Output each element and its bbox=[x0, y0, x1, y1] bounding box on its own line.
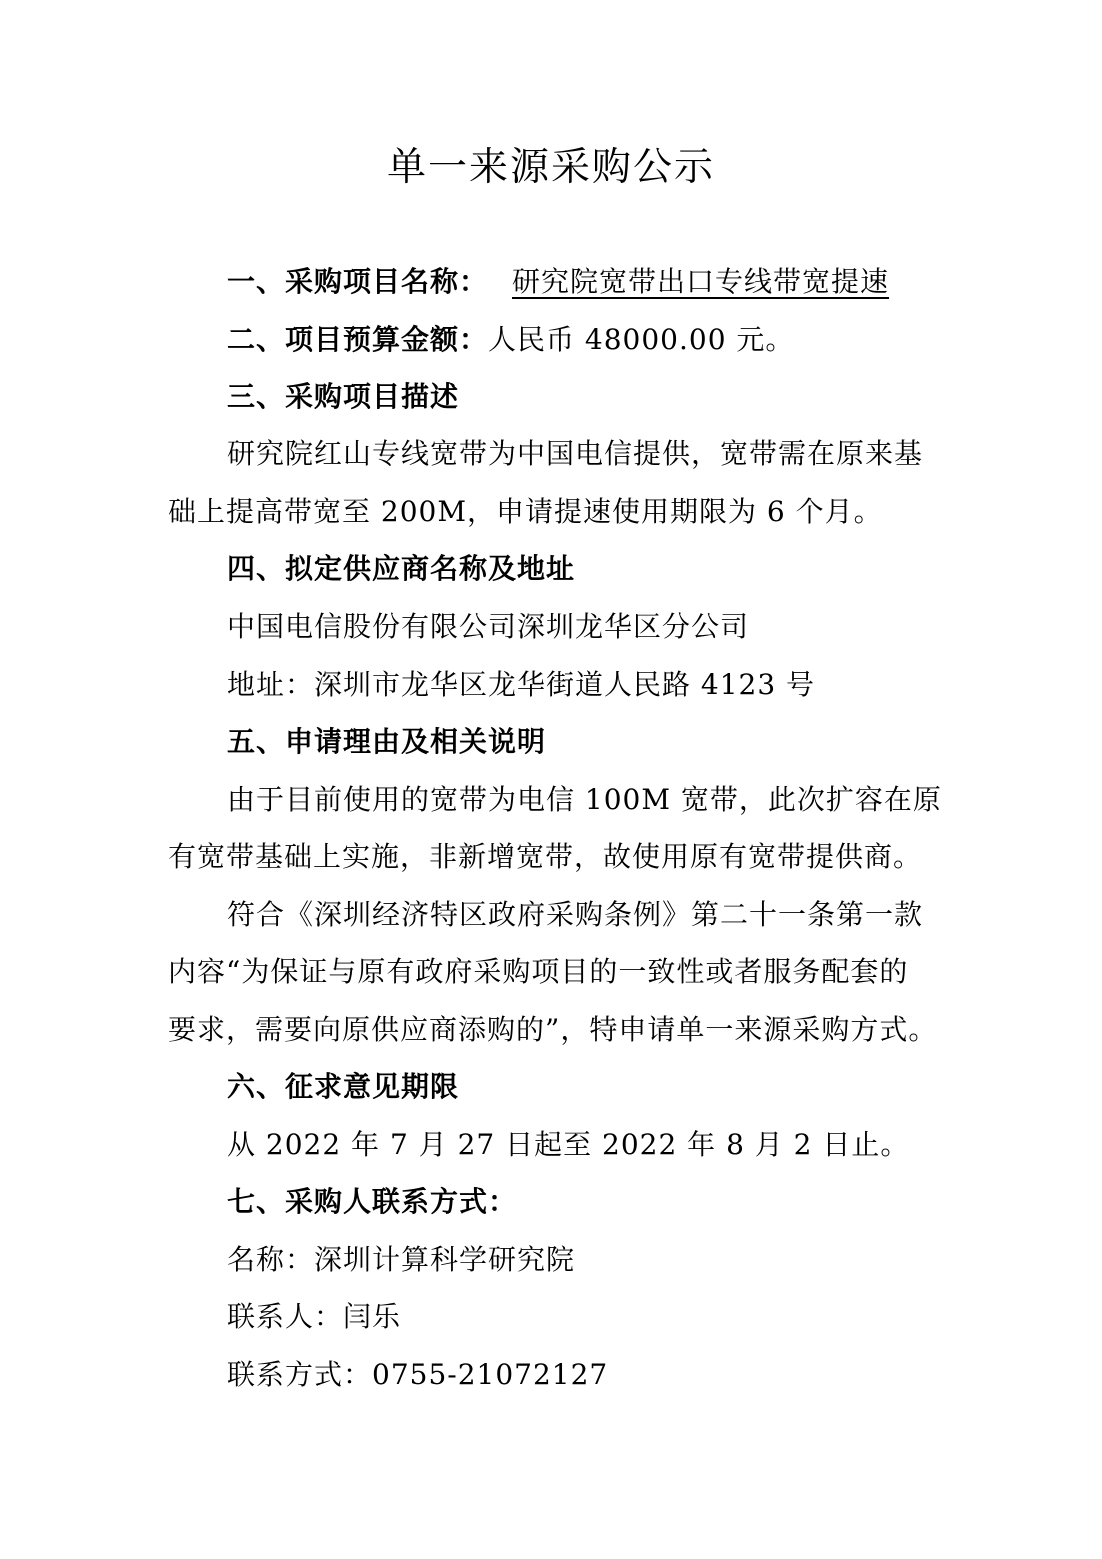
project-name-row bbox=[227, 262, 1007, 302]
section-heading-supplier: 四、拟定供应商名称及地址 bbox=[227, 552, 576, 585]
budget-label: 二、项目预算金额： bbox=[227, 323, 489, 356]
contact-person: 联系人：闫乐 bbox=[227, 1300, 402, 1333]
reason-para1-line-2: 有宽带基础上实施，非新增宽带，故使用原有宽带提供商。 bbox=[168, 840, 923, 873]
reason-para1-line-1: 由于目前使用的宽带为电信 100M 宽带，此次扩容在原 bbox=[227, 783, 942, 816]
budget-value: 人民币 48000.00 元。 bbox=[488, 323, 795, 356]
page-title: 单一来源采购公示 bbox=[386, 145, 715, 190]
reason-para2-line-1: 符合《深圳经济特区政府采购条例》第二十一条第一款 bbox=[227, 898, 924, 931]
contact-phone: 联系方式：0755-21072127 bbox=[227, 1358, 609, 1391]
budget-row bbox=[227, 320, 1007, 360]
description-line-2: 础上提高带宽至 200M，申请提速使用期限为 6 个月。 bbox=[168, 495, 883, 528]
section-heading-period: 六、征求意见期限 bbox=[227, 1070, 460, 1103]
reason-para2-line-3: 要求，需要向原供应商添购的”，特申请单一来源采购方式。 bbox=[168, 1013, 938, 1046]
section-heading-description: 三、采购项目描述 bbox=[227, 380, 460, 413]
period-text: 从 2022 年 7 月 27 日起至 2022 年 8 月 2 日止。 bbox=[227, 1128, 910, 1161]
supplier-address: 地址：深圳市龙华区龙华街道人民路 4123 号 bbox=[227, 668, 816, 701]
section-heading-reason: 五、申请理由及相关说明 bbox=[227, 725, 547, 758]
reason-para2-line-2: 内容“为保证与原有政府采购项目的一致性或者服务配套的 bbox=[168, 955, 909, 988]
project-name-label: 一、采购项目名称： bbox=[227, 265, 489, 298]
project-name-value: 研究院宽带出口专线带宽提速 bbox=[512, 265, 890, 298]
contact-org-name: 名称：深圳计算科学研究院 bbox=[227, 1243, 576, 1276]
supplier-name: 中国电信股份有限公司深圳龙华区分公司 bbox=[227, 610, 750, 643]
description-line-1: 研究院红山专线宽带为中国电信提供，宽带需在原来基 bbox=[227, 437, 924, 470]
section-heading-contact: 七、采购人联系方式： bbox=[227, 1185, 518, 1218]
